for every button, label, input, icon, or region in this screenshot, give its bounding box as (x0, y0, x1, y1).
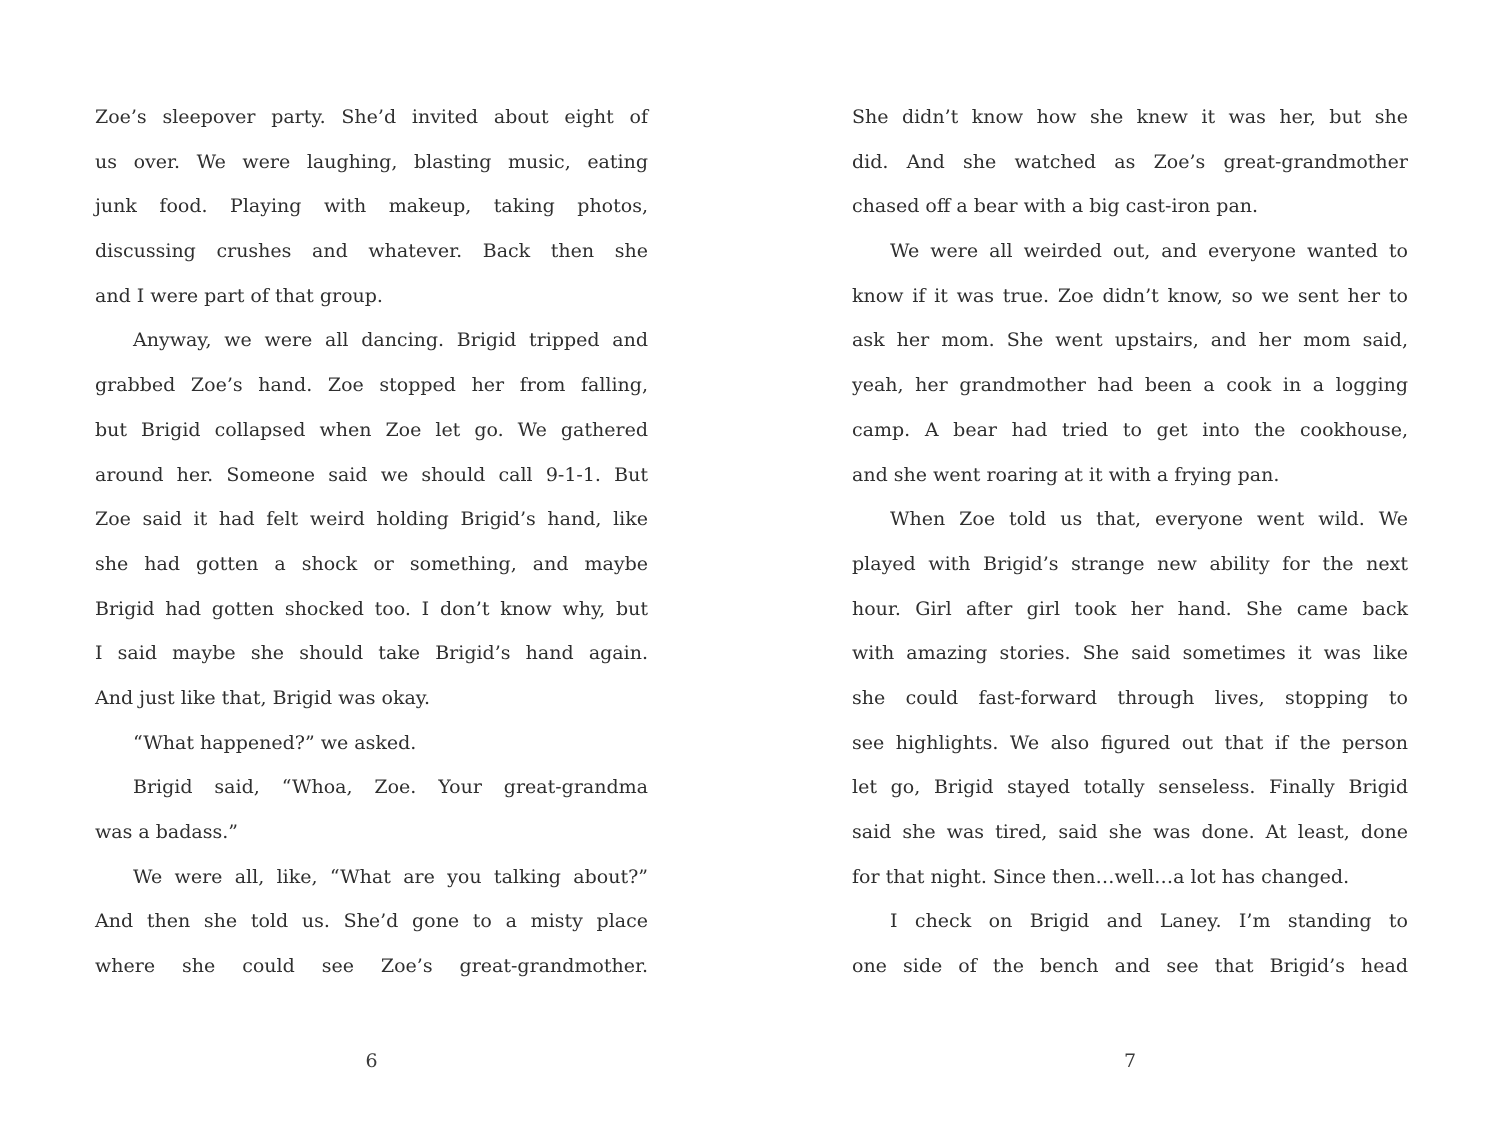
text-line: did. And she watched as Zoe’s great-grandmother (852, 150, 1408, 173)
page-right-text-block (852, 95, 1408, 989)
text-line: one side of the bench and see that Brigid’s head (852, 955, 1408, 978)
page-number-left: 6 (365, 1050, 378, 1072)
text-line: We were all weirded out, and everyone wanted to (890, 240, 1408, 263)
page-number-right: 7 (1123, 1050, 1137, 1072)
text-line: see highlights. We also figured out that if the person (852, 731, 1408, 754)
text-line: We were all, like, “What are you talking about?” (133, 865, 648, 888)
text-line: Zoe’s sleepover party. She’d invited about eight of (95, 106, 648, 128)
text-line: junk food. Playing with makeup, taking photos, (95, 195, 648, 218)
text-line: hour. Girl after girl took her hand. She came back (852, 597, 1408, 620)
text-line: chased off a bear with a big cast-iron pan. (852, 195, 1259, 218)
text-line: And just like that, Brigid was okay. (95, 686, 431, 709)
text-line: she could fast-forward through lives, stopping to (852, 686, 1408, 709)
text-line: for that night. Since then…well…a lot has changed. (852, 865, 1350, 888)
text-line: When Zoe told us that, everyone went wild. We (890, 508, 1408, 531)
text-line: “What happened?” we asked. (133, 731, 417, 754)
text-line: said she was tired, said she was done. At least, done (852, 821, 1408, 843)
text-line: she had gotten a shock or something, and maybe (95, 552, 648, 575)
text-line: was a badass.” (95, 821, 238, 843)
text-line: I check on Brigid and Laney. I’m standing to (890, 910, 1408, 933)
text-line: Brigid said, “Whoa, Zoe. Your great-grandma (133, 776, 648, 799)
text-line: yeah, her grandmother had been a cook in a logging (852, 374, 1408, 397)
text-line: Zoe said it had felt weird holding Brigid’s hand, like (95, 508, 648, 531)
page-left-text-block (95, 95, 648, 989)
text-line: Anyway, we were all dancing. Brigid tripped and (133, 329, 648, 352)
text-line: ask her mom. She went upstairs, and her mom said, (852, 329, 1408, 352)
text-line: She didn’t know how she knew it was her, but she (852, 106, 1408, 128)
text-line: camp. A bear had tried to get into the cookhouse, (852, 418, 1408, 441)
text-line: let go, Brigid stayed totally senseless. Finally Brigid (852, 776, 1408, 799)
text-line: grabbed Zoe’s hand. Zoe stopped her from falling, (95, 374, 648, 397)
text-line: played with Brigid’s strange new ability for the next (852, 552, 1408, 575)
text-line: us over. We were laughing, blasting music, eating (95, 150, 648, 173)
text-line: Brigid had gotten shocked too. I don’t know why, but (95, 597, 648, 620)
text-line: know if it was true. Zoe didn’t know, so we sent her to (852, 284, 1408, 307)
text-line: around her. Someone said we should call 9-1-1. But (95, 463, 648, 486)
text-line: discussing crushes and whatever. Back then she (95, 240, 648, 263)
text-line: but Brigid collapsed when Zoe let go. We gathered (95, 418, 648, 441)
text-line: And then she told us. She’d gone to a misty place (95, 910, 648, 933)
text-line: and she went roaring at it with a frying pan. (852, 463, 1280, 486)
text-line: I said maybe she should take Brigid’s hand again. (95, 642, 648, 665)
text-line: with amazing stories. She said sometimes it was like (852, 642, 1408, 665)
text-line: and I were part of that group. (95, 284, 383, 307)
text-line: where she could see Zoe’s great-grandmother. (95, 955, 648, 978)
